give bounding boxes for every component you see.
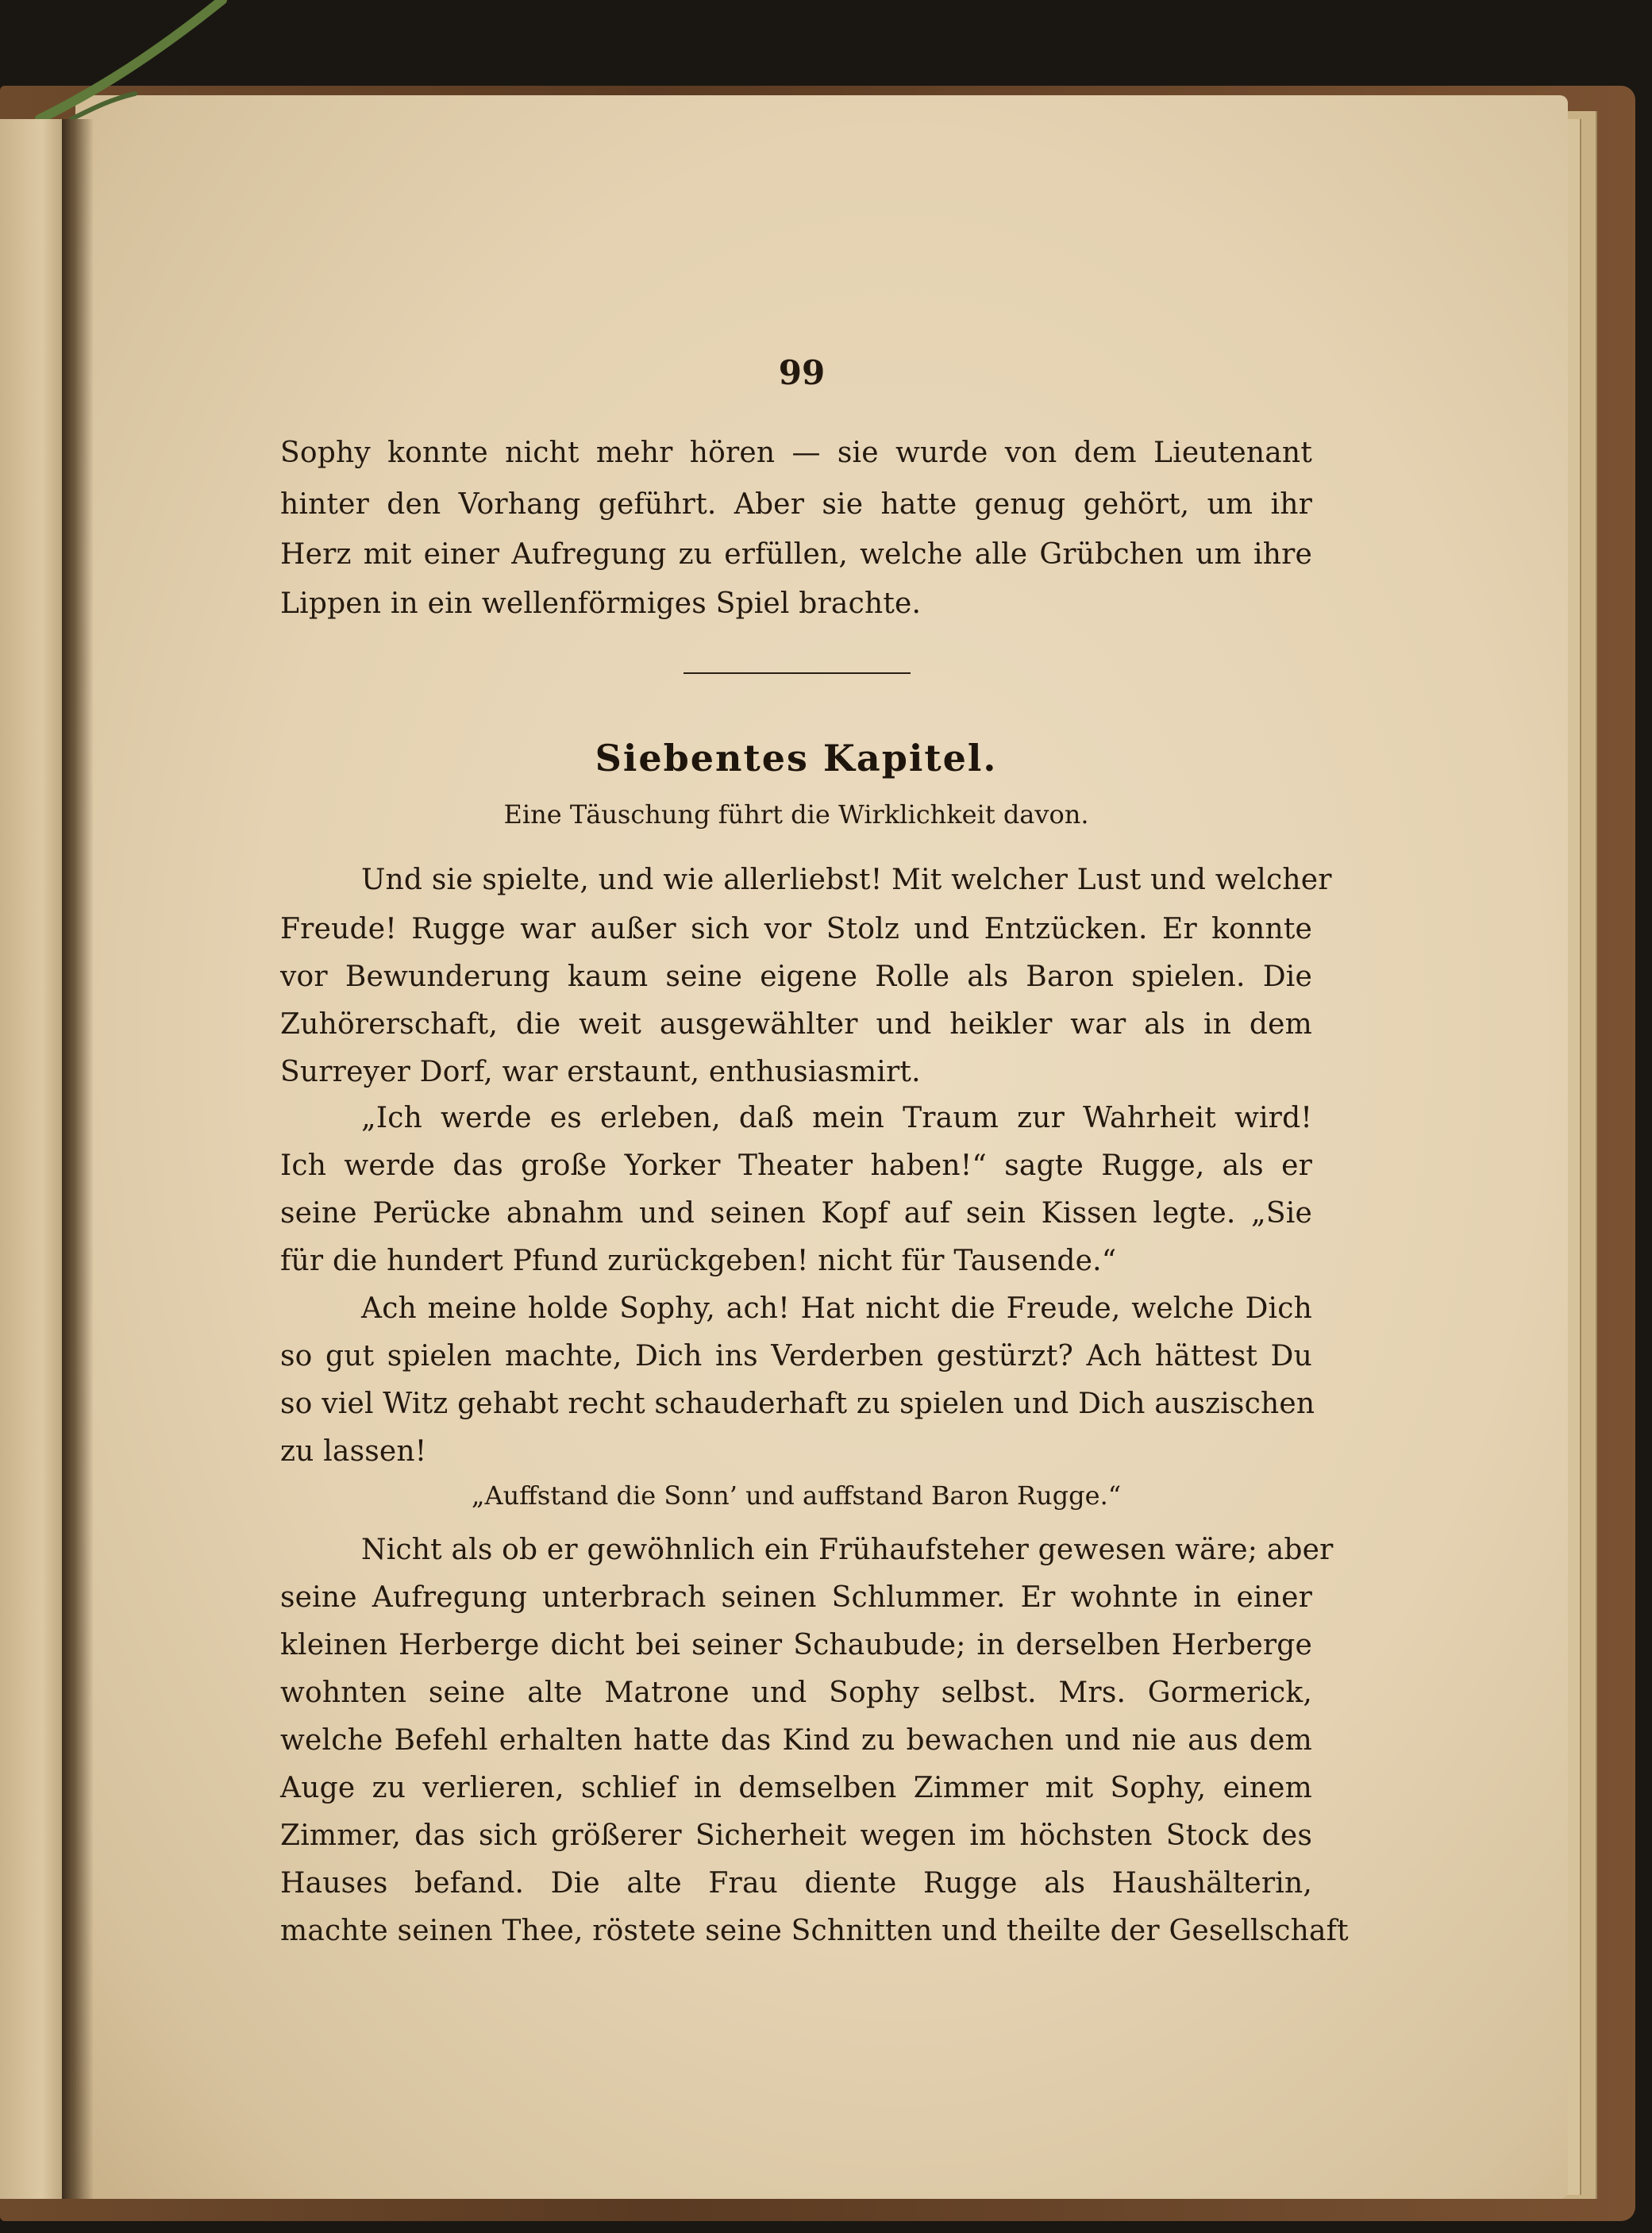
text-line: Herz mit einer Aufregung zu erfüllen, welche alle Grübchen um ihre <box>280 538 1312 571</box>
text-line: machte seinen Thee, röstete seine Schnitten und theilte der Gesellschaft <box>280 1915 1349 1947</box>
left-page-sliver <box>0 119 70 2199</box>
chapter-subtitle: Eine Täuschung führt die Wirklichkeit davon. <box>503 799 1089 830</box>
text-line: Auge zu verlieren, schlief in demselben Zimmer mit Sophy, einem <box>280 1772 1312 1804</box>
text-line: „Ich werde es erleben, daß mein Traum zur Wahrheit wird! <box>361 1102 1312 1134</box>
gutter-shadow <box>62 119 94 2199</box>
text-line: Zimmer, das sich größerer Sicherheit wegen im höchsten Stock des <box>280 1819 1312 1852</box>
text-line: hinter den Vorhang geführt. Aber sie hatte genug gehört, um ihr <box>280 488 1312 521</box>
text-line: seine Perücke abnahm und seinen Kopf auf sein Kissen legte. „Sie <box>280 1197 1312 1230</box>
text-line: Nicht als ob er gewöhnlich ein Frühaufsteher gewesen wäre; aber <box>361 1534 1334 1566</box>
text-line: so viel Witz gehabt recht schauderhaft zu spielen und Dich auszischen <box>280 1388 1315 1420</box>
text-line: Zuhörerschaft, die weit ausgewählter und heikler war als in dem <box>280 1008 1312 1041</box>
text-line: wohnten seine alte Matrone und Sophy selbst. Mrs. Gormerick, <box>280 1677 1312 1709</box>
text-line: Lippen in ein wellenförmiges Spiel brachte. <box>280 587 922 620</box>
text-line: für die hundert Pfund zurückgeben! nicht für Tausende.“ <box>280 1245 1117 1277</box>
page-number: 99 <box>778 353 826 392</box>
text-line: Ich werde das große Yorker Theater haben!“ sagte Rugge, als er <box>280 1149 1312 1182</box>
text-line: kleinen Herberge dicht bei seiner Schaubude; in derselben Herberge <box>280 1629 1312 1661</box>
text-line: so gut spielen machte, Dich ins Verderben gestürzt? Ach hättest Du <box>280 1340 1312 1373</box>
chapter-heading: Siebentes Kapitel. <box>595 737 998 780</box>
text-line: Ach meine holde Sophy, ach! Hat nicht die Freude, welche Dich <box>361 1292 1312 1325</box>
section-divider <box>684 672 911 674</box>
text-line: Surreyer Dorf, war erstaunt, enthusiasmirt. <box>280 1056 921 1088</box>
text-line: zu lassen! <box>280 1435 427 1468</box>
text-line: welche Befehl erhalten hatte das Kind zu bewachen und nie aus dem <box>280 1724 1312 1757</box>
text-line: vor Bewunderung kaum seine eigene Rolle als Baron spielen. Die <box>280 961 1312 993</box>
text-line: Hauses befand. Die alte Frau diente Rugge als Haushälterin, <box>280 1867 1312 1900</box>
text-line: Freude! Rugge war außer sich vor Stolz und Entzücken. Er konnte <box>280 913 1312 945</box>
text-line: Und sie spielte, und wie allerliebst! Mit welcher Lust und welcher <box>361 864 1332 896</box>
book-page <box>75 95 1568 2199</box>
text-line: seine Aufregung unterbrach seinen Schlummer. Er wohnte in einer <box>280 1581 1312 1614</box>
text-line: Sophy konnte nicht mehr hören — sie wurde von dem Lieutenant <box>280 437 1312 469</box>
quote-line: „Auffstand die Sonn’ und auffstand Baron Rugge.“ <box>471 1480 1122 1511</box>
